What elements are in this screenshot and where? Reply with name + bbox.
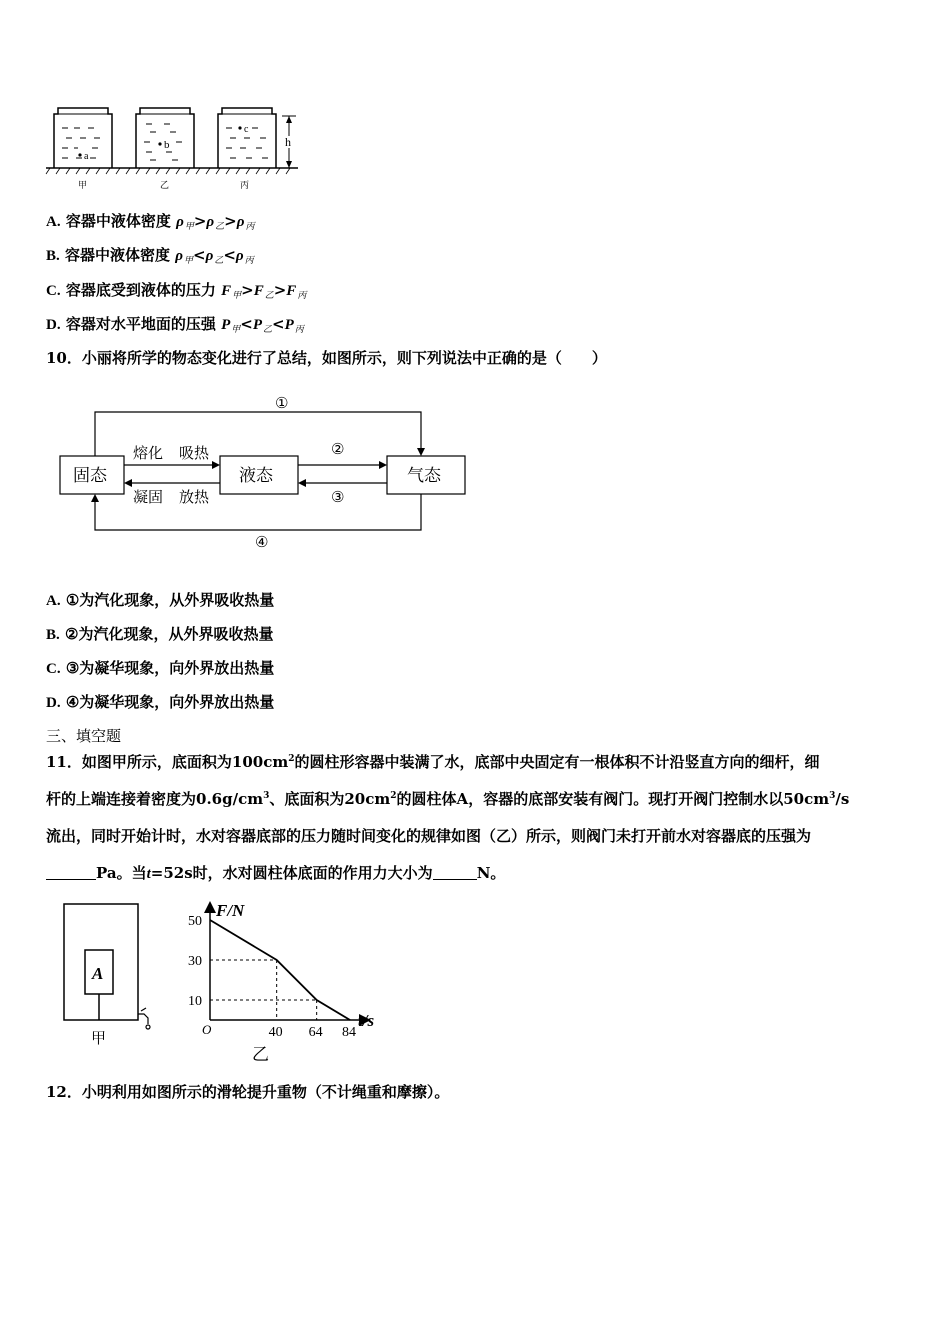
q10-option-b: B. ②为汽化现象，从外界吸收热量 bbox=[46, 625, 274, 643]
label-melt: 熔化 bbox=[133, 444, 164, 462]
figure-q9-containers bbox=[40, 100, 305, 195]
label-jia: 甲 bbox=[78, 181, 88, 191]
label-absorb: 吸热 bbox=[179, 444, 210, 462]
valve-icon bbox=[138, 1008, 150, 1029]
container-yi bbox=[136, 108, 194, 168]
q9-option-c: C. 容器底受到液体的压力 $F_甲>F_乙>F_丙$ bbox=[46, 281, 307, 301]
q10-option-d: D. ④为凝华现象，向外界放出热量 bbox=[46, 693, 275, 711]
x-tick-label: 84 bbox=[342, 1025, 356, 1040]
q11-line-4: Pa。当t=52s时，水对圆柱体底面的作用力大小为 N。 bbox=[46, 863, 505, 884]
y-tick-label: 50 bbox=[188, 914, 202, 929]
label-liquid: 液态 bbox=[239, 466, 273, 486]
origin-label: O bbox=[202, 1022, 212, 1037]
marker-2: ② bbox=[331, 440, 345, 458]
x-tick-label: 64 bbox=[308, 1025, 323, 1040]
x-tick-label: 40 bbox=[268, 1025, 283, 1040]
label-q11-jia: 甲 bbox=[91, 1029, 107, 1047]
y-tick-label: 30 bbox=[188, 954, 202, 969]
label-gas: 气态 bbox=[407, 466, 441, 486]
marker-3: ③ bbox=[331, 488, 345, 506]
q10-stem: 10．小丽将所学的物态变化进行了总结，如图所示，则下列说法中正确的是（ ） bbox=[46, 349, 607, 367]
label-point-a: a bbox=[84, 151, 89, 162]
q10-option-a: A. ①为汽化现象，从外界吸收热量 bbox=[46, 591, 275, 609]
container-jia bbox=[54, 108, 112, 168]
label-freeze: 凝固 bbox=[133, 488, 164, 506]
label-q11-yi: 乙 bbox=[252, 1045, 269, 1063]
y-axis-label: F/N bbox=[216, 901, 245, 920]
q9-option-b: B. 容器中液体密度 $\rho_甲<\rho_乙<\rho_丙$ bbox=[46, 246, 254, 266]
q9-option-d: D. 容器对水平地面的压强 $P_甲<P_乙<P_丙$ bbox=[46, 315, 304, 335]
label-point-b: b bbox=[164, 139, 170, 151]
label-yi: 乙 bbox=[160, 181, 170, 191]
q12-stem: 12．小明利用如图所示的滑轮提升重物（不计绳重和摩擦）。 bbox=[46, 1083, 450, 1101]
figure-q11-chart bbox=[180, 898, 395, 1063]
q9-option-a: A. 容器中液体密度 $\rho_甲>\rho_乙>\rho_丙$ bbox=[46, 212, 255, 232]
y-tick-label: 10 bbox=[188, 994, 202, 1009]
figure-q10-state-change bbox=[55, 390, 475, 555]
marker-4: ④ bbox=[255, 533, 269, 551]
q10-option-c: C. ③为凝华现象，向外界放出热量 bbox=[46, 659, 275, 677]
q11-line-2: 杆的上端连接着密度为$0.6g/cm^3$、底面积为$20cm^2$的圆柱体A，容器的底部安装有阀门。现打开阀门控制水以$50cm^3/s$ bbox=[46, 790, 850, 808]
q11-blank-2[interactable] bbox=[433, 864, 477, 880]
label-bing: 丙 bbox=[240, 181, 250, 191]
x-axis-label: t/s bbox=[358, 1011, 375, 1030]
label-cylinder-a: A bbox=[92, 964, 104, 983]
series-line-force bbox=[210, 920, 350, 1020]
q11-blank-1[interactable] bbox=[46, 864, 96, 880]
label-release: 放热 bbox=[179, 488, 210, 506]
q11-line-1: 11．如图甲所示，底面积为$100cm^2$的圆柱形容器中装满了水，底部中央固定有一根体积不计沿竖直方向的细杆，细 bbox=[46, 753, 820, 771]
label-solid: 固态 bbox=[73, 466, 107, 486]
section-heading-fill-in: 三、填空题 bbox=[46, 727, 122, 745]
figure-q11-container bbox=[55, 898, 165, 1050]
marker-1: ① bbox=[275, 394, 289, 412]
container-bing bbox=[218, 108, 276, 168]
label-point-c: c bbox=[244, 124, 249, 135]
label-height: h bbox=[285, 135, 291, 149]
q11-line-3: 流出，同时开始计时，水对容器底部的压力随时间变化的规律如图（乙）所示，则阀门未打开前水对容器底的压强为 bbox=[46, 827, 812, 845]
